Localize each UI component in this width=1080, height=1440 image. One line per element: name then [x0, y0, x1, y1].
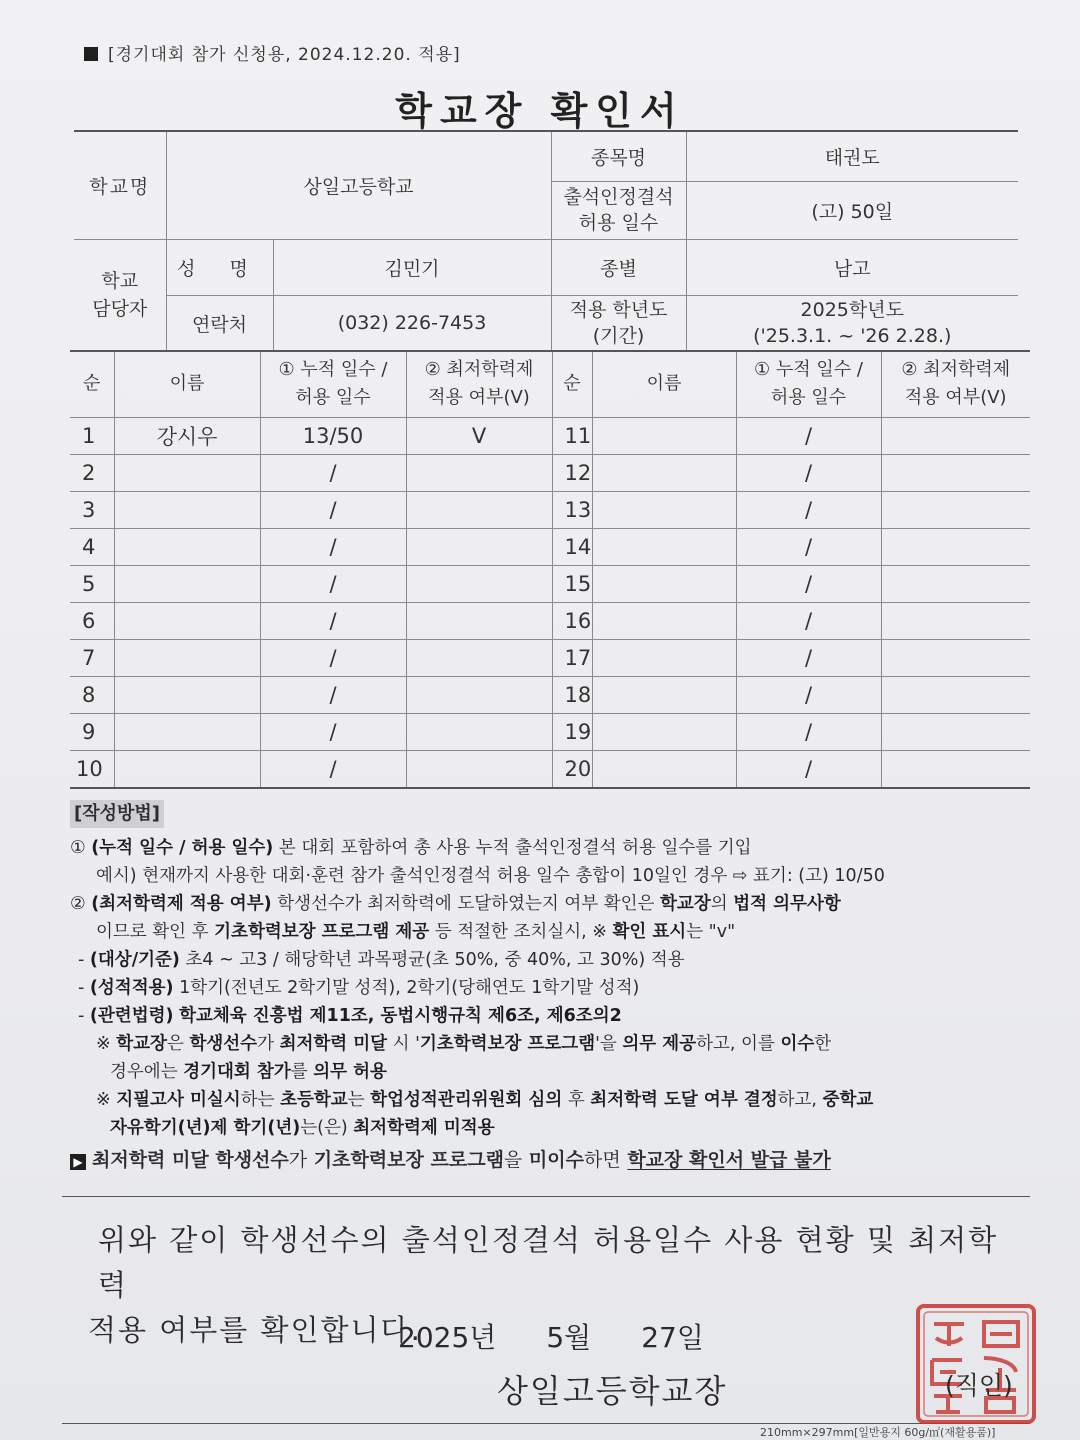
- seal-label: (직인): [945, 1371, 1013, 1400]
- detail-target-bold: (대상/기준): [89, 950, 180, 970]
- detail-law-bold: (관련법령): [89, 1006, 174, 1026]
- manager-name-label: 성 명: [166, 239, 273, 295]
- row-number: 16: [552, 602, 592, 639]
- absence-days: /: [260, 491, 406, 528]
- note-1-b7: 경기대회 참가: [183, 1062, 291, 1082]
- absence-days: /: [736, 417, 881, 454]
- note-2-t1: 하는: [240, 1090, 275, 1110]
- form-note-text: [경기대회 참가 신청용, 2024.12.20. 적용]: [108, 45, 461, 65]
- absence-days: /: [736, 565, 881, 602]
- note-2-b2: 초등학교: [280, 1090, 348, 1110]
- row-number: 8: [70, 676, 114, 713]
- school-year-period: ('25.3.1. ~ '26 2.28.): [753, 325, 952, 347]
- instruction-2-text-a: 학생선수가 최저학력에 도달하였는지 여부 확인은: [277, 894, 655, 914]
- instruction-2-duty: 법적 의무사항: [733, 894, 841, 914]
- table-row: [70, 639, 1030, 676]
- detail-grades: [70, 974, 1030, 1002]
- instruction-1-text: 본 대회 포함하여 총 사용 누적 출석인정결석 허용 일수를 기입: [278, 838, 752, 858]
- min-academic-check: [881, 639, 1030, 676]
- note-1-b4: 기초학력보장 프로그램: [419, 1034, 596, 1054]
- absence-days: /: [736, 491, 881, 528]
- note-1-t8: 를: [290, 1062, 308, 1082]
- student-name: [592, 639, 736, 676]
- student-name: [592, 676, 736, 713]
- arrow-right-icon: ▶: [70, 1154, 86, 1170]
- student-name: [592, 417, 736, 454]
- row-number: 1: [70, 417, 114, 454]
- school-year-label-line1: 적용 학년도: [569, 299, 668, 321]
- roster-header-days: [260, 351, 406, 417]
- absence-days: /: [260, 639, 406, 676]
- row-number: 5: [70, 565, 114, 602]
- student-name: [114, 528, 260, 565]
- division-label: 종별: [551, 239, 686, 295]
- roster-header-min-right-line2: 적용 여부(V): [904, 387, 1007, 409]
- division-value: 남고: [686, 239, 1018, 295]
- student-name: [114, 491, 260, 528]
- roster-header-days-line2: 허용 일수: [295, 387, 371, 409]
- absence-days: /: [736, 639, 881, 676]
- min-academic-check: [881, 491, 1030, 528]
- note-2-t5: 는(은): [300, 1118, 348, 1138]
- statement-line1: 위와 같이 학생선수의 출석인정결석 허용일수 사용 현황 및 최저학력: [98, 1223, 999, 1302]
- absence-days-label-line2: 허용 일수: [578, 212, 659, 234]
- roster-header-name-right: 이름: [592, 351, 736, 417]
- instruction-1-example: 예시) 현재까지 사용한 대회·훈련 참가 출석인정결석 허용 일수 총합이 10일인 경우 ⇨ 표기: (고) 10/50: [96, 866, 885, 886]
- school-year-value-line1: 2025학년도: [800, 299, 904, 321]
- row-number: 15: [552, 565, 592, 602]
- note-1-t5: 하고, 이를: [696, 1034, 775, 1054]
- student-name: [114, 750, 260, 788]
- table-row: [70, 713, 1030, 750]
- absence-days: /: [736, 602, 881, 639]
- min-academic-check: [881, 676, 1030, 713]
- statement-line2: 적용 여부를 확인합니다.: [88, 1313, 422, 1347]
- table-row: [70, 676, 1030, 713]
- student-name: [592, 750, 736, 788]
- instruction-2-mark: 확인 표시: [612, 922, 687, 942]
- student-name: [114, 639, 260, 676]
- detail-target: [70, 946, 1030, 974]
- detail-law: [70, 1002, 1030, 1030]
- min-academic-check: [881, 565, 1030, 602]
- min-academic-check: [881, 602, 1030, 639]
- notice-b: 기초학력보장 프로그램: [313, 1149, 504, 1171]
- min-academic-check: [406, 491, 552, 528]
- row-number: 3: [70, 491, 114, 528]
- row-number: 17: [552, 639, 592, 676]
- school-year-value: [686, 295, 1018, 351]
- note-2-t3: 후: [567, 1090, 585, 1110]
- min-academic-check: [406, 639, 552, 676]
- absence-days: /: [260, 676, 406, 713]
- detail-grades-text: 1학기(전년도 2학기말 성적), 2학기(당해연도 1학기말 성적): [179, 978, 640, 998]
- table-row: [70, 417, 1030, 454]
- note-2: [70, 1086, 1030, 1114]
- student-roster-table: [70, 350, 1030, 789]
- min-academic-check: [881, 417, 1030, 454]
- row-number: 11: [552, 417, 592, 454]
- row-number: 19: [552, 713, 592, 750]
- note-2-b5: 중학교: [822, 1090, 874, 1110]
- absence-days: /: [260, 565, 406, 602]
- row-number: 6: [70, 602, 114, 639]
- table-row: [70, 528, 1030, 565]
- note-1-b5: 의무 제공: [622, 1034, 697, 1054]
- note-1-t4: '을: [595, 1034, 617, 1054]
- note-1: [70, 1030, 1030, 1058]
- instruction-2-cont: [70, 918, 1030, 946]
- note-2-t4: 하고,: [777, 1090, 817, 1110]
- roster-header-days-right-line1: ① 누적 일수 /: [754, 359, 863, 381]
- absence-days-label: [551, 181, 686, 239]
- instruction-2-text-d: 등 적절한 조치실시, ※: [434, 922, 607, 942]
- notice-t3: 하면: [583, 1149, 621, 1171]
- student-name: [114, 713, 260, 750]
- school-year-label-line2: (기간): [592, 325, 645, 347]
- paper-spec-footer: 210mm×297mm[일반용지 60g/㎡(재활용품)]: [760, 1426, 996, 1439]
- table-row: [70, 565, 1030, 602]
- student-name: 강시우: [114, 417, 260, 454]
- table-row: [70, 602, 1030, 639]
- roster-header-min-line1: ② 최저학력제: [424, 359, 534, 381]
- school-manager-label: [74, 239, 166, 351]
- notice-underlined: 학교장 확인서 발급 불가: [627, 1149, 831, 1171]
- event-value: 태권도: [686, 131, 1018, 181]
- note-2-b1: 지필고사 미실시: [116, 1090, 241, 1110]
- absence-days: /: [736, 528, 881, 565]
- school-name-value: 상일고등학교: [166, 131, 551, 239]
- circled-one: ①: [70, 838, 86, 858]
- instruction-2-program: 기초학력보장 프로그램 제공: [214, 922, 430, 942]
- min-academic-check: [406, 565, 552, 602]
- student-name: [592, 528, 736, 565]
- issuance-notice: [70, 1146, 1030, 1174]
- instruction-1: [70, 834, 1030, 862]
- instruction-2: [70, 890, 1030, 918]
- absence-days: /: [736, 750, 881, 788]
- notice-a: 최저학력 미달 학생선수: [92, 1149, 289, 1171]
- note-2-t2: 는: [347, 1090, 365, 1110]
- roster-header-name: 이름: [114, 351, 260, 417]
- min-academic-check: [406, 676, 552, 713]
- student-name: [592, 565, 736, 602]
- table-row: [70, 491, 1030, 528]
- document-title: 학교장 확인서: [395, 89, 685, 133]
- student-name: [592, 602, 736, 639]
- row-number: 4: [70, 528, 114, 565]
- note-1-b3: 최저학력 미달: [279, 1034, 388, 1054]
- school-name-label: 학교명: [74, 131, 166, 239]
- absence-days: /: [260, 750, 406, 788]
- roster-header-min-right-line1: ② 최저학력제: [901, 359, 1011, 381]
- note-1-cont: [70, 1058, 1030, 1086]
- note-1-b6: 이수: [780, 1034, 815, 1054]
- table-row: [70, 750, 1030, 788]
- note-1-t7: 경우에는: [110, 1062, 178, 1082]
- min-academic-check: [406, 602, 552, 639]
- absence-days: /: [736, 454, 881, 491]
- student-name: [114, 602, 260, 639]
- roster-header-days-right: [736, 351, 881, 417]
- circled-two: ②: [70, 894, 86, 914]
- issue-date: [398, 1316, 704, 1356]
- min-academic-check: [881, 528, 1030, 565]
- absence-days: /: [260, 713, 406, 750]
- detail-grades-bold: (성적적용): [89, 978, 174, 998]
- note-1-t1: 은: [166, 1034, 184, 1054]
- manager-name-value: 김민기: [273, 239, 551, 295]
- note-2-b7: 최저학력제 미적용: [353, 1118, 495, 1138]
- note-2-mark: ※: [96, 1090, 111, 1110]
- note-1-b2: 학생선수: [189, 1034, 258, 1054]
- note-1-t3: 시 ': [392, 1034, 420, 1054]
- min-academic-check: [406, 713, 552, 750]
- min-academic-check: [406, 528, 552, 565]
- row-number: 18: [552, 676, 592, 713]
- row-number: 9: [70, 713, 114, 750]
- instruction-2-bold: (최저학력제 적용 여부): [91, 894, 272, 914]
- notice-t2: 을: [503, 1149, 523, 1171]
- detail-law-text: 학교체육 진흥법 제11조, 동법시행규칙 제6조, 제6조의2: [179, 1006, 622, 1026]
- min-academic-check: [881, 750, 1030, 788]
- note-1-mark: ※: [96, 1034, 111, 1054]
- date-day: 27일: [641, 1321, 704, 1354]
- instructions-section: [70, 800, 1030, 1174]
- notice-c: 미이수: [528, 1149, 584, 1171]
- row-number: 2: [70, 454, 114, 491]
- note-1-b1: 학교장: [116, 1034, 167, 1054]
- contact-value: (032) 226-7453: [273, 295, 551, 351]
- student-name: [114, 454, 260, 491]
- school-manager-label-line2: 담당자: [92, 298, 148, 320]
- row-number: 10: [70, 750, 114, 788]
- note-1-b8: 의무 허용: [313, 1062, 387, 1082]
- instructions-heading: [작성방법]: [70, 800, 164, 828]
- note-2-b4: 최저학력 도달 여부 결정: [590, 1090, 778, 1110]
- roster-header-num-right: 순: [552, 351, 592, 417]
- student-name: [592, 491, 736, 528]
- date-year: 2025년: [398, 1321, 497, 1354]
- school-manager-label-line1: 학교: [101, 270, 139, 292]
- square-bullet-icon: [84, 47, 98, 61]
- instruction-2-text-b: 의: [710, 894, 728, 914]
- date-month: 5월: [546, 1321, 592, 1354]
- note-1-t2: 가: [257, 1034, 274, 1054]
- school-info-table: [74, 130, 1018, 352]
- roster-header-days-right-line2: 허용 일수: [770, 387, 847, 409]
- roster-header-min: [406, 351, 552, 417]
- row-number: 20: [552, 750, 592, 788]
- detail-target-text: 초4 ~ 고3 / 해당학년 과목평균(초 50%, 중 40%, 고 30%) 적용: [185, 950, 685, 970]
- absence-days: /: [260, 528, 406, 565]
- student-name: [592, 454, 736, 491]
- min-academic-check: [881, 713, 1030, 750]
- contact-label: 연락처: [166, 295, 273, 351]
- absence-days: /: [260, 602, 406, 639]
- roster-header-days-line1: ① 누적 일수 /: [278, 359, 388, 381]
- instruction-1-bold: (누적 일수 / 허용 일수): [91, 838, 274, 858]
- min-academic-check: V: [406, 417, 552, 454]
- student-name: [592, 713, 736, 750]
- dash-bullet: -: [78, 1006, 90, 1026]
- absence-days: 13/50: [260, 417, 406, 454]
- row-number: 14: [552, 528, 592, 565]
- roster-header-num: 순: [70, 351, 114, 417]
- official-seal-stamp: [910, 1298, 1042, 1430]
- note-2-b3: 학업성적관리위원회 심의: [370, 1090, 563, 1110]
- roster-header-min-right: [881, 351, 1030, 417]
- note-2-b6: 자유학기(년)제 학기(년): [110, 1118, 301, 1138]
- dash-bullet: -: [78, 950, 90, 970]
- row-number: 7: [70, 639, 114, 676]
- student-name: [114, 676, 260, 713]
- instruction-2-text-c: 이므로 확인 후: [96, 922, 209, 942]
- min-academic-check: [406, 750, 552, 788]
- absence-days: /: [736, 713, 881, 750]
- min-academic-check: [881, 454, 1030, 491]
- student-name: [114, 565, 260, 602]
- roster-header-min-line2: 적용 여부(V): [428, 387, 530, 409]
- table-row: [70, 454, 1030, 491]
- notice-t1: 가: [288, 1149, 308, 1171]
- instruction-2-principal: 학교장: [660, 894, 711, 914]
- instruction-2-text-e: 는 "v": [686, 922, 736, 942]
- min-academic-check: [406, 454, 552, 491]
- row-number: 13: [552, 491, 592, 528]
- form-note: [84, 40, 461, 65]
- absence-days: /: [260, 454, 406, 491]
- absence-days-label-line1: 출석인정결석: [563, 186, 674, 208]
- divider-line: [62, 1196, 1030, 1197]
- absence-days-value: (고) 50일: [686, 181, 1018, 239]
- note-1-t6: 한: [814, 1034, 832, 1054]
- absence-days: /: [736, 676, 881, 713]
- dash-bullet: -: [78, 978, 90, 998]
- event-label: 종목명: [551, 131, 686, 181]
- row-number: 12: [552, 454, 592, 491]
- note-2-cont: [70, 1114, 1030, 1142]
- school-year-label: [551, 295, 686, 351]
- principal-title: 상일고등학교장: [497, 1372, 728, 1410]
